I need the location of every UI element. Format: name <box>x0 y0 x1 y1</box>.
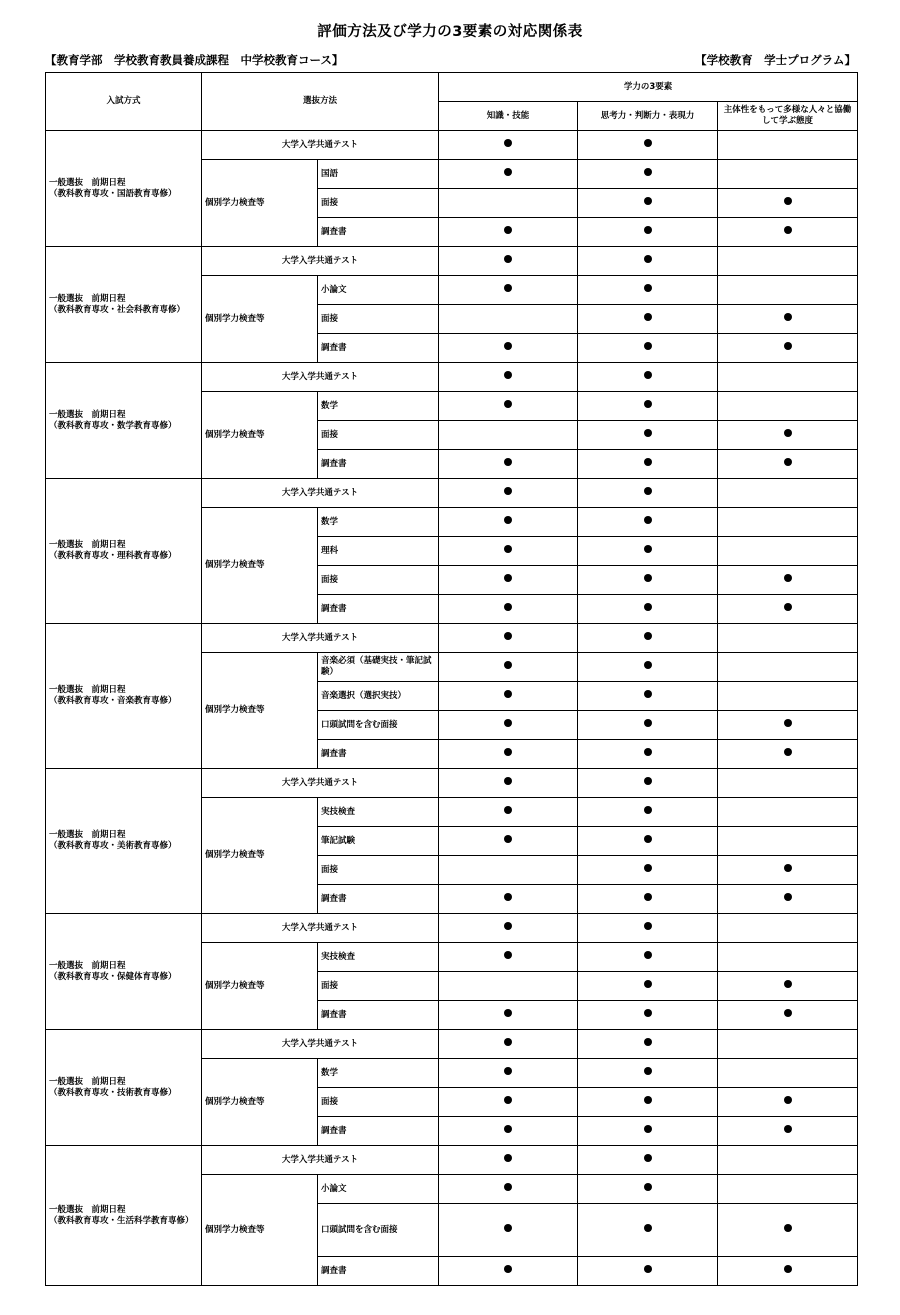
filled-circle-mark <box>504 400 512 408</box>
exam-item-cell: 国語 <box>318 160 439 189</box>
exam-item-cell: 口頭試問を含む面接 <box>318 1204 439 1257</box>
filled-circle-mark <box>504 748 512 756</box>
mark-cell <box>578 914 718 943</box>
mark-cell <box>578 885 718 914</box>
common-test-cell: 大学入学共通テスト <box>202 1030 439 1059</box>
mark-cell <box>718 827 858 856</box>
filled-circle-mark <box>644 951 652 959</box>
filled-circle-mark <box>644 1038 652 1046</box>
mark-cell <box>439 1257 578 1286</box>
admission-method-cell: 一般選抜 前期日程 （教科教育専攻・生活科学教育専修） <box>46 1146 202 1286</box>
filled-circle-mark <box>504 371 512 379</box>
table-row <box>46 479 858 508</box>
mark-cell <box>439 247 578 276</box>
filled-circle-mark <box>644 1154 652 1162</box>
filled-circle-mark <box>644 371 652 379</box>
filled-circle-mark <box>644 1224 652 1232</box>
filled-circle-mark <box>784 748 792 756</box>
filled-circle-mark <box>784 574 792 582</box>
exam-item-cell: 面接 <box>318 1088 439 1117</box>
filled-circle-mark <box>504 516 512 524</box>
mark-cell <box>578 1001 718 1030</box>
mark-cell <box>439 914 578 943</box>
mark-cell <box>718 1257 858 1286</box>
filled-circle-mark <box>784 719 792 727</box>
mark-cell <box>578 1088 718 1117</box>
table-row <box>46 624 858 653</box>
filled-circle-mark <box>504 1154 512 1162</box>
filled-circle-mark <box>644 168 652 176</box>
filled-circle-mark <box>504 458 512 466</box>
exam-item-cell: 調査書 <box>318 334 439 363</box>
filled-circle-mark <box>504 1009 512 1017</box>
exam-item-cell: 調査書 <box>318 450 439 479</box>
mark-cell <box>578 247 718 276</box>
mark-cell <box>578 1030 718 1059</box>
exam-item-cell: 音楽選択（選択実技） <box>318 682 439 711</box>
filled-circle-mark <box>784 864 792 872</box>
table-row <box>46 363 858 392</box>
table-row <box>46 769 858 798</box>
individual-exam-cell: 個別学力検査等 <box>202 160 318 247</box>
mark-cell <box>578 1059 718 1088</box>
filled-circle-mark <box>644 777 652 785</box>
individual-exam-cell: 個別学力検査等 <box>202 943 318 1030</box>
filled-circle-mark <box>504 545 512 553</box>
exam-item-cell: 面接 <box>318 856 439 885</box>
filled-circle-mark <box>784 603 792 611</box>
exam-item-cell: 小論文 <box>318 1175 439 1204</box>
filled-circle-mark <box>504 1183 512 1191</box>
page-title: 評価方法及び学力の3要素の対応関係表 <box>317 24 583 40</box>
filled-circle-mark <box>644 1067 652 1075</box>
program-label: 【学校教育 学士プログラム】 <box>695 53 856 67</box>
mark-cell <box>439 566 578 595</box>
course-label: 【教育学部 学校教育教員養成課程 中学校教育コース】 <box>45 53 344 67</box>
mark-cell <box>578 508 718 537</box>
mark-cell <box>718 769 858 798</box>
filled-circle-mark <box>644 748 652 756</box>
filled-circle-mark <box>504 1067 512 1075</box>
elements-group-header: 学力の3要素 <box>439 73 858 102</box>
filled-circle-mark <box>644 1265 652 1273</box>
mark-cell <box>439 1117 578 1146</box>
common-test-cell: 大学入学共通テスト <box>202 914 439 943</box>
mark-cell <box>439 305 578 334</box>
exam-item-cell: 調査書 <box>318 1001 439 1030</box>
mark-cell <box>578 798 718 827</box>
individual-exam-cell: 個別学力検査等 <box>202 508 318 624</box>
exam-item-cell: 調査書 <box>318 218 439 247</box>
filled-circle-mark <box>644 864 652 872</box>
mark-cell <box>439 479 578 508</box>
filled-circle-mark <box>784 1265 792 1273</box>
mark-cell <box>439 160 578 189</box>
filled-circle-mark <box>644 284 652 292</box>
mark-cell <box>578 1146 718 1175</box>
mark-cell <box>439 653 578 682</box>
mark-cell <box>578 131 718 160</box>
filled-circle-mark <box>504 574 512 582</box>
filled-circle-mark <box>504 661 512 669</box>
mark-cell <box>439 856 578 885</box>
table-row <box>46 247 858 276</box>
filled-circle-mark <box>644 1183 652 1191</box>
mark-cell <box>439 218 578 247</box>
exam-item-cell: 面接 <box>318 421 439 450</box>
mark-cell <box>439 1146 578 1175</box>
exam-item-cell: 調査書 <box>318 595 439 624</box>
filled-circle-mark <box>504 139 512 147</box>
mark-cell <box>439 972 578 1001</box>
filled-circle-mark <box>644 835 652 843</box>
mark-cell <box>718 1117 858 1146</box>
mark-cell <box>578 421 718 450</box>
common-test-cell: 大学入学共通テスト <box>202 479 439 508</box>
filled-circle-mark <box>784 1224 792 1232</box>
filled-circle-mark <box>644 661 652 669</box>
table-row <box>46 1030 858 1059</box>
filled-circle-mark <box>644 603 652 611</box>
exam-item-cell: 面接 <box>318 189 439 218</box>
mark-cell <box>439 537 578 566</box>
filled-circle-mark <box>504 777 512 785</box>
mark-cell <box>439 508 578 537</box>
filled-circle-mark <box>644 719 652 727</box>
filled-circle-mark <box>644 139 652 147</box>
filled-circle-mark <box>644 226 652 234</box>
mark-cell <box>578 769 718 798</box>
mark-cell <box>718 305 858 334</box>
mark-cell <box>718 450 858 479</box>
mark-cell <box>578 276 718 305</box>
exam-item-cell: 面接 <box>318 305 439 334</box>
mark-cell <box>578 595 718 624</box>
filled-circle-mark <box>504 487 512 495</box>
mark-cell <box>439 189 578 218</box>
filled-circle-mark <box>504 835 512 843</box>
filled-circle-mark <box>784 313 792 321</box>
mark-cell <box>578 1204 718 1257</box>
filled-circle-mark <box>644 1096 652 1104</box>
mark-cell <box>439 421 578 450</box>
mark-cell <box>578 363 718 392</box>
mark-cell <box>578 1175 718 1204</box>
exam-item-cell: 数学 <box>318 392 439 421</box>
mark-cell <box>439 131 578 160</box>
filled-circle-mark <box>644 1125 652 1133</box>
mark-cell <box>578 1117 718 1146</box>
knowledge-header: 知識・技能 <box>439 102 578 131</box>
table-row <box>46 1146 858 1175</box>
mark-cell <box>718 421 858 450</box>
mark-cell <box>578 334 718 363</box>
mark-cell <box>718 856 858 885</box>
individual-exam-cell: 個別学力検査等 <box>202 1175 318 1286</box>
mark-cell <box>718 218 858 247</box>
filled-circle-mark <box>784 342 792 350</box>
mark-cell <box>578 972 718 1001</box>
filled-circle-mark <box>644 313 652 321</box>
mark-cell <box>578 740 718 769</box>
mark-cell <box>718 1059 858 1088</box>
mark-cell <box>439 943 578 972</box>
exam-item-cell: 数学 <box>318 508 439 537</box>
mark-cell <box>718 972 858 1001</box>
filled-circle-mark <box>644 690 652 698</box>
mark-cell <box>439 450 578 479</box>
individual-exam-cell: 個別学力検査等 <box>202 276 318 363</box>
mark-cell <box>718 247 858 276</box>
mark-cell <box>718 740 858 769</box>
mark-cell <box>439 1001 578 1030</box>
selection-header: 選抜方法 <box>202 73 439 131</box>
filled-circle-mark <box>504 719 512 727</box>
mark-cell <box>718 276 858 305</box>
filled-circle-mark <box>644 429 652 437</box>
exam-item-cell: 面接 <box>318 972 439 1001</box>
mark-cell <box>718 1146 858 1175</box>
mark-cell <box>439 740 578 769</box>
mark-cell <box>718 1204 858 1257</box>
mark-cell <box>439 392 578 421</box>
filled-circle-mark <box>644 574 652 582</box>
filled-circle-mark <box>504 1265 512 1273</box>
individual-exam-cell: 個別学力検査等 <box>202 653 318 769</box>
exam-item-cell: 音楽必須（基礎実技・筆記試験） <box>318 653 439 682</box>
admission-method-cell: 一般選抜 前期日程 （教科教育専攻・数学教育専修） <box>46 363 202 479</box>
filled-circle-mark <box>644 342 652 350</box>
filled-circle-mark <box>784 1096 792 1104</box>
filled-circle-mark <box>504 342 512 350</box>
mark-cell <box>439 1204 578 1257</box>
mark-cell <box>718 885 858 914</box>
mark-cell <box>718 1088 858 1117</box>
mark-cell <box>718 595 858 624</box>
common-test-cell: 大学入学共通テスト <box>202 131 439 160</box>
mark-cell <box>718 131 858 160</box>
mark-cell <box>439 711 578 740</box>
mark-cell <box>578 1257 718 1286</box>
mark-cell <box>439 334 578 363</box>
filled-circle-mark <box>504 690 512 698</box>
filled-circle-mark <box>644 893 652 901</box>
mark-cell <box>439 595 578 624</box>
mark-cell <box>439 682 578 711</box>
individual-exam-cell: 個別学力検査等 <box>202 392 318 479</box>
filled-circle-mark <box>504 168 512 176</box>
mark-cell <box>718 363 858 392</box>
mark-cell <box>718 653 858 682</box>
filled-circle-mark <box>504 1038 512 1046</box>
exam-item-cell: 実技検査 <box>318 943 439 972</box>
table-row <box>46 131 858 160</box>
mark-cell <box>439 885 578 914</box>
admission-method-cell: 一般選抜 前期日程 （教科教育専攻・社会科教育専修） <box>46 247 202 363</box>
filled-circle-mark <box>784 429 792 437</box>
filled-circle-mark <box>784 893 792 901</box>
individual-exam-cell: 個別学力検査等 <box>202 1059 318 1146</box>
mark-cell <box>578 479 718 508</box>
mark-cell <box>439 624 578 653</box>
attitude-header: 主体性をもって多様な人々と協働して学ぶ態度 <box>718 102 858 131</box>
admission-method-cell: 一般選抜 前期日程 （教科教育専攻・国語教育専修） <box>46 131 202 247</box>
mark-cell <box>718 537 858 566</box>
exam-item-cell: 口頭試問を含む面接 <box>318 711 439 740</box>
exam-item-cell: 理科 <box>318 537 439 566</box>
filled-circle-mark <box>784 458 792 466</box>
mark-cell <box>439 276 578 305</box>
exam-item-cell: 調査書 <box>318 885 439 914</box>
mark-cell <box>578 218 718 247</box>
filled-circle-mark <box>504 1125 512 1133</box>
mark-cell <box>439 827 578 856</box>
exam-item-cell: 調査書 <box>318 1117 439 1146</box>
filled-circle-mark <box>644 632 652 640</box>
filled-circle-mark <box>504 1224 512 1232</box>
admission-header: 入試方式 <box>46 73 202 131</box>
filled-circle-mark <box>504 255 512 263</box>
filled-circle-mark <box>784 197 792 205</box>
mark-cell <box>718 479 858 508</box>
admission-method-cell: 一般選抜 前期日程 （教科教育専攻・技術教育専修） <box>46 1030 202 1146</box>
mark-cell <box>718 682 858 711</box>
filled-circle-mark <box>644 1009 652 1017</box>
mark-cell <box>439 769 578 798</box>
filled-circle-mark <box>644 197 652 205</box>
filled-circle-mark <box>644 545 652 553</box>
mark-cell <box>578 624 718 653</box>
mark-cell <box>718 160 858 189</box>
filled-circle-mark <box>644 400 652 408</box>
thinking-header: 思考力・判断力・表現力 <box>578 102 718 131</box>
mark-cell <box>439 1175 578 1204</box>
exam-item-cell: 実技検査 <box>318 798 439 827</box>
filled-circle-mark <box>504 632 512 640</box>
mark-cell <box>718 1030 858 1059</box>
exam-item-cell: 数学 <box>318 1059 439 1088</box>
exam-item-cell: 調査書 <box>318 1257 439 1286</box>
mark-cell <box>578 566 718 595</box>
mark-cell <box>718 798 858 827</box>
common-test-cell: 大学入学共通テスト <box>202 624 439 653</box>
mark-cell <box>578 160 718 189</box>
mark-cell <box>718 566 858 595</box>
mark-cell <box>578 450 718 479</box>
filled-circle-mark <box>504 1096 512 1104</box>
filled-circle-mark <box>784 226 792 234</box>
admission-method-cell: 一般選抜 前期日程 （教科教育専攻・音楽教育専修） <box>46 624 202 769</box>
filled-circle-mark <box>784 1009 792 1017</box>
filled-circle-mark <box>644 255 652 263</box>
mark-cell <box>718 914 858 943</box>
filled-circle-mark <box>784 980 792 988</box>
mark-cell <box>439 798 578 827</box>
filled-circle-mark <box>504 951 512 959</box>
mark-cell <box>718 189 858 218</box>
admission-method-cell: 一般選抜 前期日程 （教科教育専攻・理科教育専修） <box>46 479 202 624</box>
filled-circle-mark <box>644 516 652 524</box>
mark-cell <box>578 305 718 334</box>
common-test-cell: 大学入学共通テスト <box>202 1146 439 1175</box>
mark-cell <box>578 827 718 856</box>
mark-cell <box>578 653 718 682</box>
filled-circle-mark <box>504 806 512 814</box>
exam-item-cell: 面接 <box>318 566 439 595</box>
filled-circle-mark <box>504 226 512 234</box>
admission-method-cell: 一般選抜 前期日程 （教科教育専攻・保健体育専修） <box>46 914 202 1030</box>
filled-circle-mark <box>504 284 512 292</box>
mark-cell <box>439 1030 578 1059</box>
mark-cell <box>578 682 718 711</box>
mark-cell <box>578 537 718 566</box>
exam-item-cell: 調査書 <box>318 740 439 769</box>
mark-cell <box>718 624 858 653</box>
mark-cell <box>718 508 858 537</box>
mark-cell <box>439 1088 578 1117</box>
filled-circle-mark <box>644 806 652 814</box>
filled-circle-mark <box>644 980 652 988</box>
common-test-cell: 大学入学共通テスト <box>202 769 439 798</box>
filled-circle-mark <box>644 458 652 466</box>
mark-cell <box>439 1059 578 1088</box>
mark-cell <box>578 392 718 421</box>
common-test-cell: 大学入学共通テスト <box>202 247 439 276</box>
mark-cell <box>578 189 718 218</box>
exam-item-cell: 小論文 <box>318 276 439 305</box>
filled-circle-mark <box>504 893 512 901</box>
mark-cell <box>718 334 858 363</box>
mark-cell <box>578 711 718 740</box>
exam-item-cell: 筆記試験 <box>318 827 439 856</box>
filled-circle-mark <box>644 487 652 495</box>
table-row <box>46 914 858 943</box>
filled-circle-mark <box>644 922 652 930</box>
mark-cell <box>718 392 858 421</box>
mark-cell <box>578 856 718 885</box>
mark-cell <box>439 363 578 392</box>
filled-circle-mark <box>784 1125 792 1133</box>
admission-method-cell: 一般選抜 前期日程 （教科教育専攻・美術教育専修） <box>46 769 202 914</box>
correspondence-table <box>45 72 858 1286</box>
mark-cell <box>718 1175 858 1204</box>
individual-exam-cell: 個別学力検査等 <box>202 798 318 914</box>
common-test-cell: 大学入学共通テスト <box>202 363 439 392</box>
mark-cell <box>718 1001 858 1030</box>
filled-circle-mark <box>504 922 512 930</box>
mark-cell <box>718 943 858 972</box>
mark-cell <box>578 943 718 972</box>
filled-circle-mark <box>504 603 512 611</box>
mark-cell <box>718 711 858 740</box>
